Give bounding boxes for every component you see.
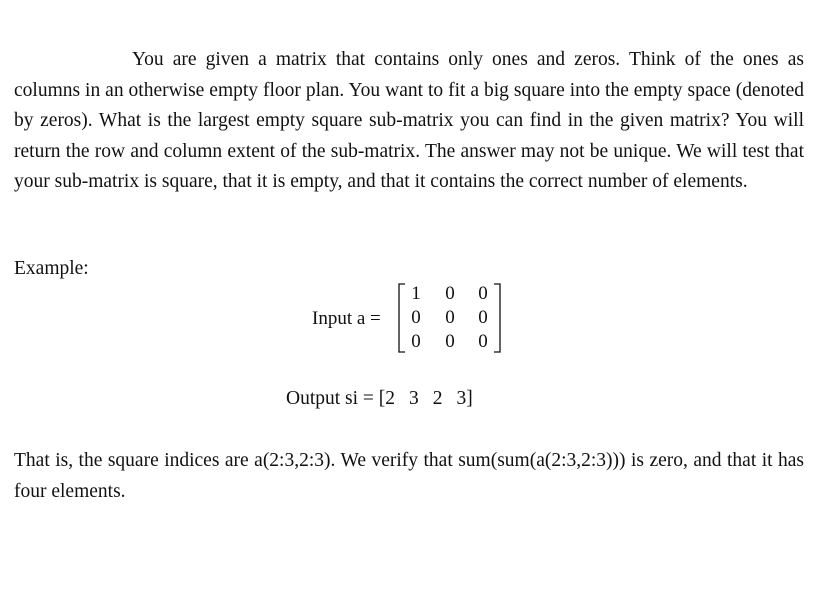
output-values [385,388,466,409]
example-label: Example: [14,258,89,279]
matrix-cell: 0 [445,283,455,304]
matrix-cell: 0 [478,283,488,304]
matrix-cell: 0 [478,307,488,328]
output-value: 3 [409,388,419,409]
matrix-cell: 0 [445,331,455,352]
explanation-paragraph: That is, the square indices are a(2:3,2:3). We verify that sum(sum(a(2:3,2:3))) is zero, and that it has four elements. [14,450,804,502]
matrix-cell: 1 [411,283,421,304]
problem-paragraph: You are given a matrix that contains only ones and zeros. Think of the ones as columns in an otherwise empty floor plan. You want to fit a big square into the empty space (denoted by zeros). What is the largest empty square sub-matrix you can find in the given matrix? You will return the row and column extent of the sub-matrix. The answer may not be unique. We will test that your sub-matrix is square, that it is empty, and that it contains the correct number of elements. [14,49,804,192]
output-close-bracket: ] [466,388,473,409]
output-value: 2 [432,388,443,409]
matrix-cell: 0 [478,331,488,352]
matrix-cell: 0 [411,307,421,328]
output-line [286,385,473,413]
output-value: 3 [456,388,467,409]
output-label: Output si = [ [286,388,386,409]
matrix-cell: 0 [445,307,455,328]
input-label: Input a = [312,308,381,329]
input-matrix [396,282,503,354]
output-value: 2 [385,388,396,409]
matrix-cell: 0 [411,331,421,352]
